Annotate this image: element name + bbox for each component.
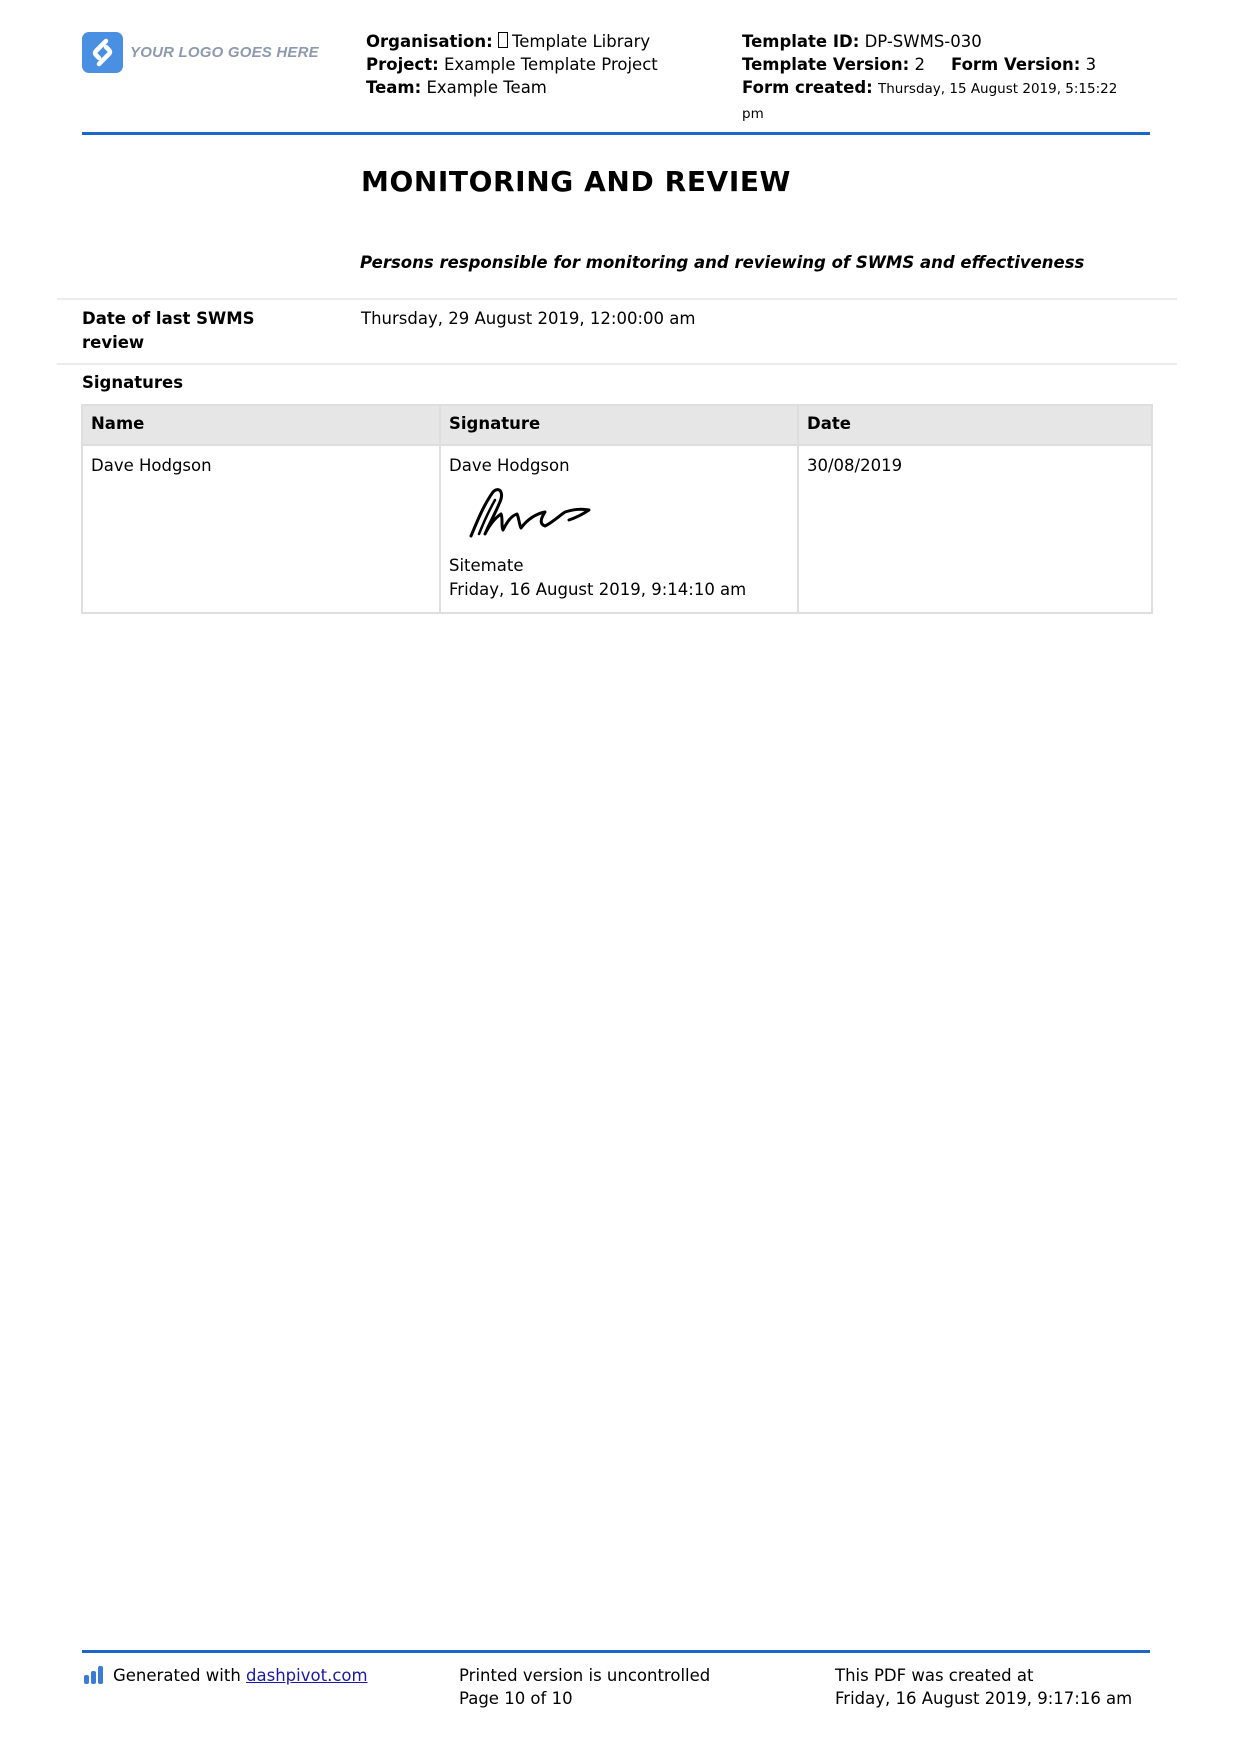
field-divider <box>57 363 1177 365</box>
footer-created-info <box>835 1664 1132 1710</box>
signer-company: Sitemate <box>449 556 524 575</box>
last-review-value: Thursday, 29 August 2019, 12:00:00 am <box>361 309 696 328</box>
template-id-label: Template ID: <box>742 32 860 51</box>
template-version-label: Template Version: <box>742 55 910 74</box>
organisation-value: Template Library <box>511 32 651 51</box>
column-header-date: Date <box>798 405 1152 445</box>
dashpivot-link[interactable]: dashpivot.com <box>246 1666 368 1685</box>
company-logo <box>82 32 319 73</box>
section-subtitle: Persons responsible for monitoring and reviewing of SWMS and effectiveness <box>360 253 1085 272</box>
team-label: Team: <box>366 78 422 97</box>
last-review-label: Date of last SWMS review <box>82 309 255 352</box>
signatures-heading: Signatures <box>82 373 184 392</box>
header-org-info <box>366 30 658 99</box>
signed-at: Friday, 16 August 2019, 9:14:10 am <box>449 580 747 599</box>
page-number: Page 10 of 10 <box>459 1689 573 1708</box>
logo-text: YOUR LOGO GOES HERE <box>130 44 319 61</box>
form-created-value: Thursday, 15 August 2019, 5:15:22 pm <box>742 81 1118 122</box>
handwritten-signature <box>465 484 595 544</box>
column-header-name: Name <box>82 405 440 445</box>
template-version-value: 2 <box>914 55 925 74</box>
created-at: Friday, 16 August 2019, 9:17:16 am <box>835 1689 1133 1708</box>
field-divider <box>57 298 1177 300</box>
header-divider <box>82 132 1150 135</box>
signatures-table <box>81 404 1153 614</box>
form-version-value: 3 <box>1085 55 1097 74</box>
form-version-label: Form Version: <box>950 55 1081 74</box>
dashpivot-bars-icon <box>84 1666 105 1684</box>
logo-icon <box>82 32 123 73</box>
footer-generated <box>84 1664 368 1687</box>
footer-divider <box>82 1650 1150 1653</box>
uncontrolled-notice: Printed version is uncontrolled <box>459 1666 711 1685</box>
header-template-info <box>742 30 1142 126</box>
project-value: Example Template Project <box>443 55 658 74</box>
generated-prefix: Generated with <box>113 1666 241 1685</box>
section-title: MONITORING AND REVIEW <box>361 165 792 198</box>
column-header-signature: Signature <box>440 405 798 445</box>
table-row <box>82 445 1152 613</box>
team-value: Example Team <box>426 78 547 97</box>
table-header-row <box>82 405 1152 445</box>
date-cell: 30/08/2019 <box>798 445 1152 613</box>
signer-name: Dave Hodgson <box>449 456 570 475</box>
footer-print-info <box>459 1664 710 1710</box>
project-label: Project: <box>366 55 439 74</box>
organisation-label: Organisation: <box>366 32 493 51</box>
missing-glyph-icon <box>498 32 508 48</box>
signer-name-cell: Dave Hodgson <box>82 445 440 613</box>
template-id-value: DP-SWMS-030 <box>864 32 982 51</box>
form-created-label: Form created: <box>742 78 873 97</box>
signature-cell <box>440 445 798 613</box>
created-prefix: This PDF was created at <box>835 1666 1034 1685</box>
